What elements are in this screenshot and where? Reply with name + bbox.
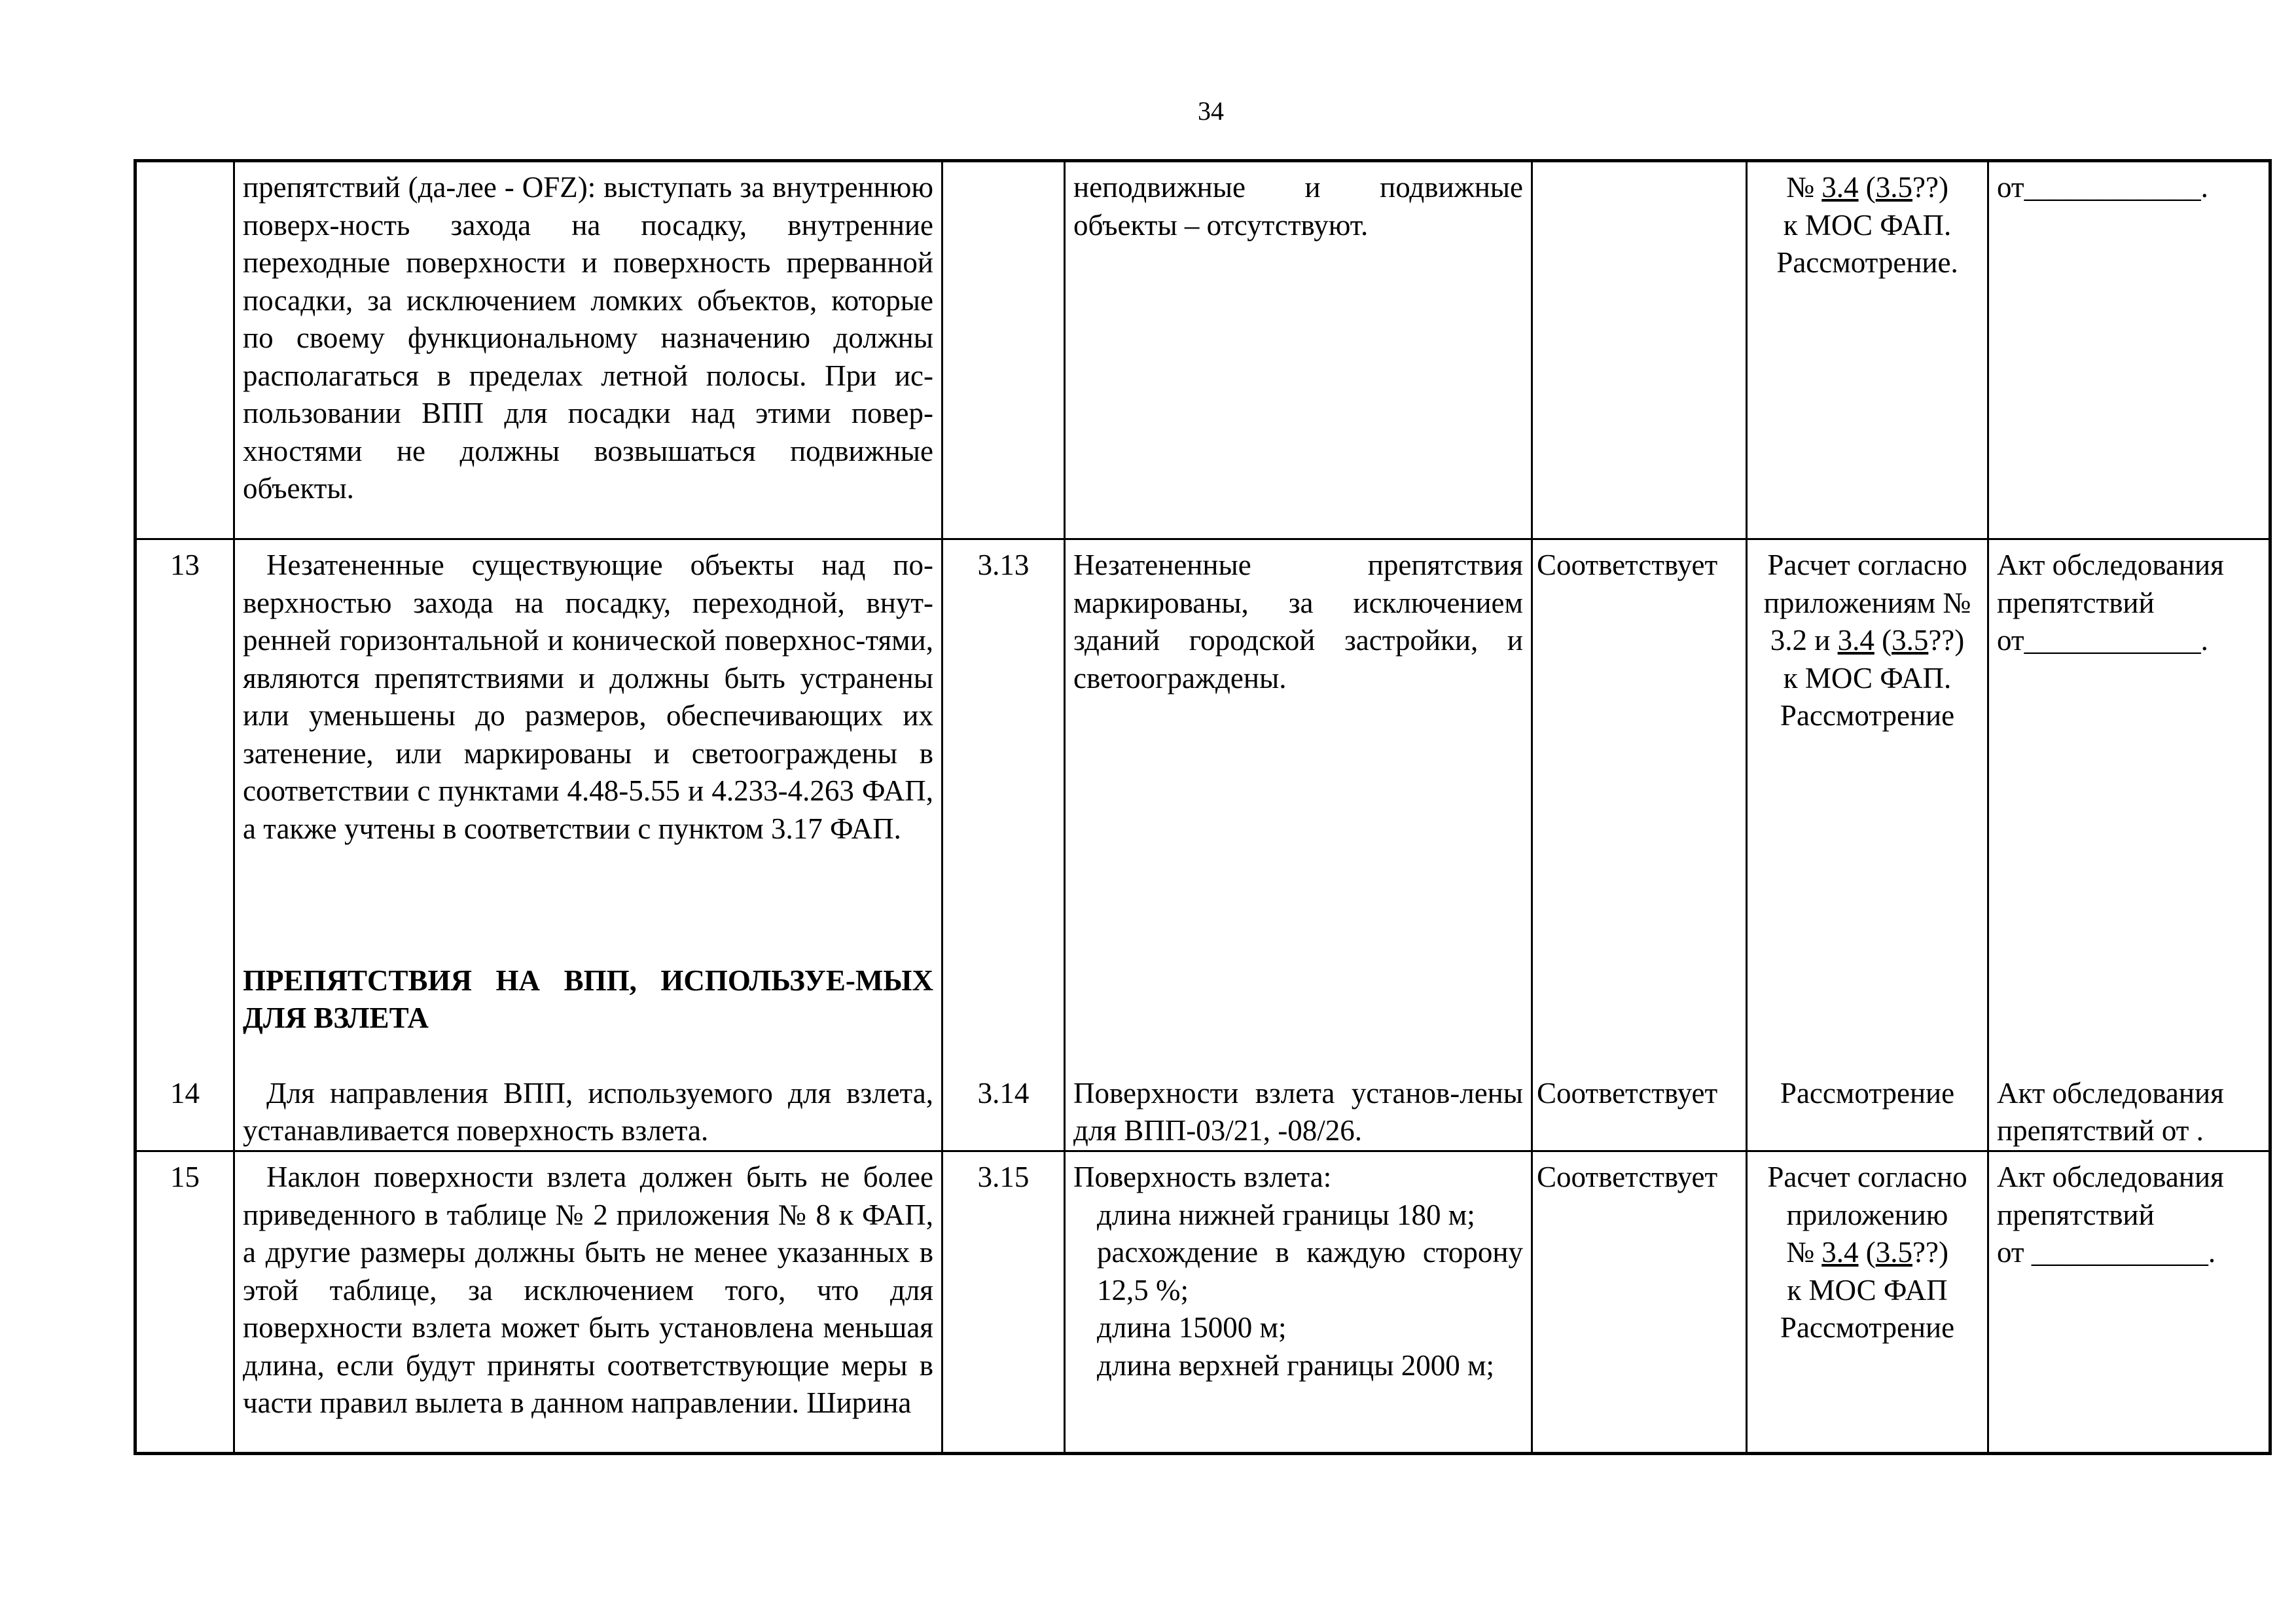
requirement-text — [234, 956, 942, 1151]
clause-number: 3.14 — [942, 956, 1065, 1151]
method-line: к МОС ФАП. — [1783, 208, 1952, 242]
actual-state: Незатененные препятствия маркированы, за исключением зданий городской застройки, и светоограждены. — [1065, 539, 1532, 956]
compliance-status: Соответствует — [1532, 956, 1747, 1151]
method-line: Расчет согласно приложению — [1767, 1161, 1967, 1231]
clause-number: 3.13 — [942, 539, 1065, 956]
method-line: Расчет согласно приложениям № — [1763, 549, 1971, 619]
method-line: Рассмотрение — [1780, 1311, 1955, 1344]
section-heading: ПРЕПЯТСТВИЯ НА ВПП, ИСПОЛЬЗУЕ-МЫХ ДЛЯ ВЗЛЕТА — [243, 964, 933, 1034]
clause-number — [942, 161, 1065, 539]
clause-number: 3.15 — [942, 1151, 1065, 1454]
verification-method — [1747, 1151, 1988, 1454]
compliance-status: Соответствует — [1532, 1151, 1747, 1454]
compliance-status — [1532, 161, 1747, 539]
actual-line: длина 15000 м; — [1097, 1311, 1287, 1344]
actual-state: Поверхности взлета установ-лены для ВПП-03/21, -08/26. — [1065, 956, 1532, 1151]
method-line: Рассмотрение — [1780, 699, 1955, 732]
requirement-text: Незатененные существующие объекты над по-верхностью захода на посадку, переходной, внут-ренней горизонтальной и конической поверхнос-тями, являются препятствиями и должны быть устранены или уменьшены до размеров, обеспечивающих их затенение, или маркированы и светоограждены в соответствии с пунктами 4.48-5.55 и 4.233-4.263 ФАП, а также учтены в соответствии с пунктом 3.17 ФАП. — [234, 539, 942, 956]
doc-line: от____________. — [1997, 624, 2208, 657]
table-row — [135, 1151, 2270, 1454]
compliance-status: Соответствует — [1532, 539, 1747, 956]
verification-method — [1747, 161, 1988, 539]
doc-line: Акт обследования препятствий — [1997, 1161, 2224, 1231]
verification-method: Рассмотрение — [1747, 956, 1988, 1151]
row-number — [135, 161, 234, 539]
method-line: Рассмотрение. — [1776, 246, 1958, 279]
requirement-text: препятствий (да-лее - OFZ): выступать за внутреннюю поверх-ность захода на посадку, внутренние переходные поверхности и поверхность прерванной посадки, за исключением ломких объектов, которые по своему функциональному назначению должны располагаться в пределах летной полосы. При ис-пользовании ВПП для посадки над этими повер-хностями не должны возвышаться подвижные объекты. — [234, 161, 942, 539]
actual-state — [1065, 1151, 1532, 1454]
verification-method — [1747, 539, 1988, 956]
doc-line: от ____________. — [1997, 1236, 2216, 1269]
actual-line: длина нижней границы 180 м; — [1097, 1198, 1475, 1231]
method-line: № 3.4 (3.5??) — [1786, 1236, 1948, 1269]
method-line: 3.2 и 3.4 (3.5??) — [1770, 624, 1965, 657]
reference-document: от____________. — [1988, 161, 2270, 539]
reference-document — [1988, 1151, 2270, 1454]
row-number: 14 — [135, 956, 234, 1151]
actual-state: неподвижные и подвижные объекты – отсутствуют. — [1065, 161, 1532, 539]
table-row — [135, 539, 2270, 956]
page-number: 34 — [1198, 96, 1224, 126]
requirements-table — [134, 159, 2272, 1455]
method-line: к МОС ФАП. — [1783, 661, 1952, 695]
actual-line: длина верхней границы 2000 м; — [1097, 1348, 1494, 1382]
doc-line: Акт обследования — [1997, 1076, 2224, 1110]
requirement-body: Для направления ВПП, используемого для взлета, устанавливается поверхность взлета. — [243, 1076, 933, 1147]
reference-document — [1988, 539, 2270, 956]
method-line: к МОС ФАП — [1787, 1273, 1948, 1307]
reference-document — [1988, 956, 2270, 1151]
doc-line: Акт обследования препятствий — [1997, 549, 2224, 619]
actual-line: Поверхность взлета: — [1073, 1161, 1332, 1193]
requirement-text: Наклон поверхности взлета должен быть не более приведенного в таблице № 2 приложения № 8 к ФАП, а другие размеры должны быть не менее указанных в этой таблице, за исключением того, что для поверхности взлета может быть установлена меньшая длина, если будут приняты соответствующие меры в части правил вылета в данном направлении. Ширина — [234, 1151, 942, 1454]
method-line: № 3.4 (3.5??) — [1786, 171, 1948, 204]
actual-line: расхождение в каждую сторону 12,5 %; — [1097, 1236, 1523, 1307]
row-number: 13 — [135, 539, 234, 956]
row-number: 15 — [135, 1151, 234, 1454]
table-row — [135, 956, 2270, 1151]
doc-line: препятствий от . — [1997, 1114, 2204, 1147]
table-row — [135, 161, 2270, 539]
